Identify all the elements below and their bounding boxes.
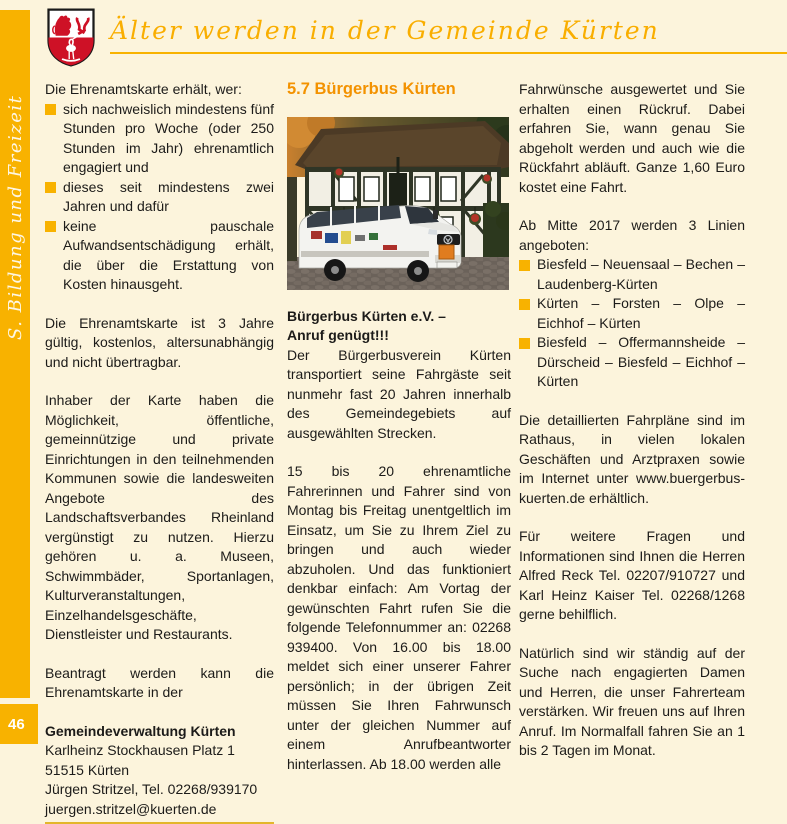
ehrenamtskarte-criteria-list bbox=[45, 100, 274, 295]
list-item-text: Biesfeld – Neuensaal – Bechen – Laudenberg-Kürten bbox=[537, 256, 745, 292]
list-item-text: sich nachweislich mindestens fünf Stunden pro Woche (oder 250 Stunden im Jahr) ehrenamtlich engagiert und bbox=[63, 101, 274, 176]
article-subheading: Anruf genügt!!! bbox=[287, 326, 511, 346]
contact-email-link[interactable]: juergen.stritzel@kuerten.de bbox=[45, 800, 274, 820]
orange-square-bullet-icon bbox=[45, 221, 56, 232]
contact-block bbox=[45, 722, 274, 824]
paragraph: Die Ehrenamtskarte erhält, wer: bbox=[45, 80, 274, 100]
orange-square-bullet-icon bbox=[45, 182, 56, 193]
list-item bbox=[519, 294, 745, 333]
list-item-text: Kürten – Forsten – Olpe – Eichhof – Kürten bbox=[537, 295, 745, 331]
paragraph: Die detaillierten Fahrpläne sind im Rathaus, in vielen lokalen Geschäften und Arztpraxen sowie im Internet unter www.buergerbus-kuerten.de erhältlich. bbox=[519, 411, 745, 509]
paragraph: Fahrwünsche ausgewertet und Sie erhalten einen Rückruf. Dabei erfahren Sie, wann genau Sie abgeholt werden und auch wie die Rückfahrt abläuft. Ganze 1,60 Euro kostet eine Fahrt. bbox=[519, 80, 745, 197]
page-number: 46 bbox=[0, 716, 25, 733]
paragraph: Für weitere Fragen und Informationen sind Ihnen die Herren Alfred Reck Tel. 02207/910727 und Karl Heinz Kaiser Tel. 02268/1268 gerne behilflich. bbox=[519, 527, 745, 625]
paragraph: Natürlich sind wir ständig auf der Suche nach engagierten Damen und Herren, die unser Fahrerteam verstärken. Wir freuen uns auf Ihren Anruf. Im Normalfall fahren Sie an 1 bis 2 Tagen im Monat. bbox=[519, 644, 745, 761]
list-item-text: dieses seit mindestens zwei Jahren und dafür bbox=[63, 179, 274, 215]
contact-phone: Jürgen Stritzel, Tel. 02268/939170 bbox=[45, 780, 274, 800]
paragraph: Die Ehrenamtskarte ist 3 Jahre gültig, kostenlos, altersunabhängig und nicht übertragbar. bbox=[45, 314, 274, 373]
list-item bbox=[45, 100, 274, 178]
paragraph: 15 bis 20 ehrenamtliche Fahrerinnen und Fahrer sind von Montag bis Freitag unentgeltlich im Einsatz, um Sie zu Ihrem Ziel zu bringen und auch wieder abzuholen. Und das funktioniert denkbar einfach: Am Vortag der gewünschten Fahrt rufen Sie die folgende Telefonnummer an: 02268 939400. Von 16.00 bis 18.00 meldet sich einer unserer Fahrer persönlich; in der übrigen Zeit müssen Sie Ihren Fahrwunsch unter der gleichen Nummer auf einem Anrufbeantworter hinterlassen. Ab 18.00 werden alle bbox=[287, 462, 511, 774]
orange-square-bullet-icon bbox=[45, 104, 56, 115]
contact-name: Gemeindeverwaltung Kürten bbox=[45, 722, 274, 742]
list-item bbox=[519, 333, 745, 392]
page-title: Älter werden in der Gemeinde Kürten bbox=[110, 16, 660, 45]
paragraph: Inhaber der Karte haben die Möglichkeit, öffentliche, gemeinnützige und private Einrichtungen in den teilnehmenden Kommunen sowie die landesweiten Angebote des Landschaftsverbandes Rheinland vergünstigt zu nutzen. Hierzu gehören u. a. Museen, Schwimmbäder, Sportanlagen, Kulturveranstaltungen, Einzelhandelsgeschäfte, Dienstleister und Restaurants. bbox=[45, 391, 274, 645]
orange-square-bullet-icon bbox=[519, 260, 530, 271]
buergerbus-photo bbox=[287, 117, 509, 290]
paragraph: Ab Mitte 2017 werden 3 Linien angeboten: bbox=[519, 216, 745, 255]
list-item bbox=[519, 255, 745, 294]
column-buergerbus bbox=[287, 80, 511, 793]
kuerten-coat-of-arms-icon bbox=[44, 6, 98, 69]
list-item-text: Biesfeld – Offermannsheide – Dürscheid – Biesfeld – Eichhof – Kürten bbox=[537, 334, 745, 389]
column-ehrenamtskarte bbox=[45, 80, 274, 824]
contact-address-line: Karlheinz Stockhausen Platz 1 bbox=[45, 741, 274, 761]
title-underline bbox=[110, 52, 787, 54]
list-item-text: keine pauschale Aufwandsentschädigung erhält, die über die Erstattung von Kosten hinausgeht. bbox=[63, 218, 274, 293]
orange-square-bullet-icon bbox=[519, 299, 530, 310]
article-subheading: Bürgerbus Kürten e.V. – bbox=[287, 307, 511, 327]
section-label-vertical: S. Bildung und Freizeit bbox=[5, 95, 26, 340]
bus-lines-list bbox=[519, 255, 745, 392]
column-buergerbus-continued bbox=[519, 80, 745, 780]
orange-square-bullet-icon bbox=[519, 338, 530, 349]
list-item bbox=[45, 178, 274, 217]
contact-address-line: 51515 Kürten bbox=[45, 761, 274, 781]
paragraph: Der Bürgerbusverein Kürten transportiert seine Fahrgäste seit nunmehr fast 20 Jahren innerhalb des Gemeindegebiets auf ausgewählten Strecken. bbox=[287, 346, 511, 444]
paragraph: Beantragt werden kann die Ehrenamtskarte in der bbox=[45, 664, 274, 703]
section-heading: 5.7 Bürgerbus Kürten bbox=[287, 80, 511, 100]
page-number-block bbox=[0, 704, 38, 744]
list-item bbox=[45, 217, 274, 295]
